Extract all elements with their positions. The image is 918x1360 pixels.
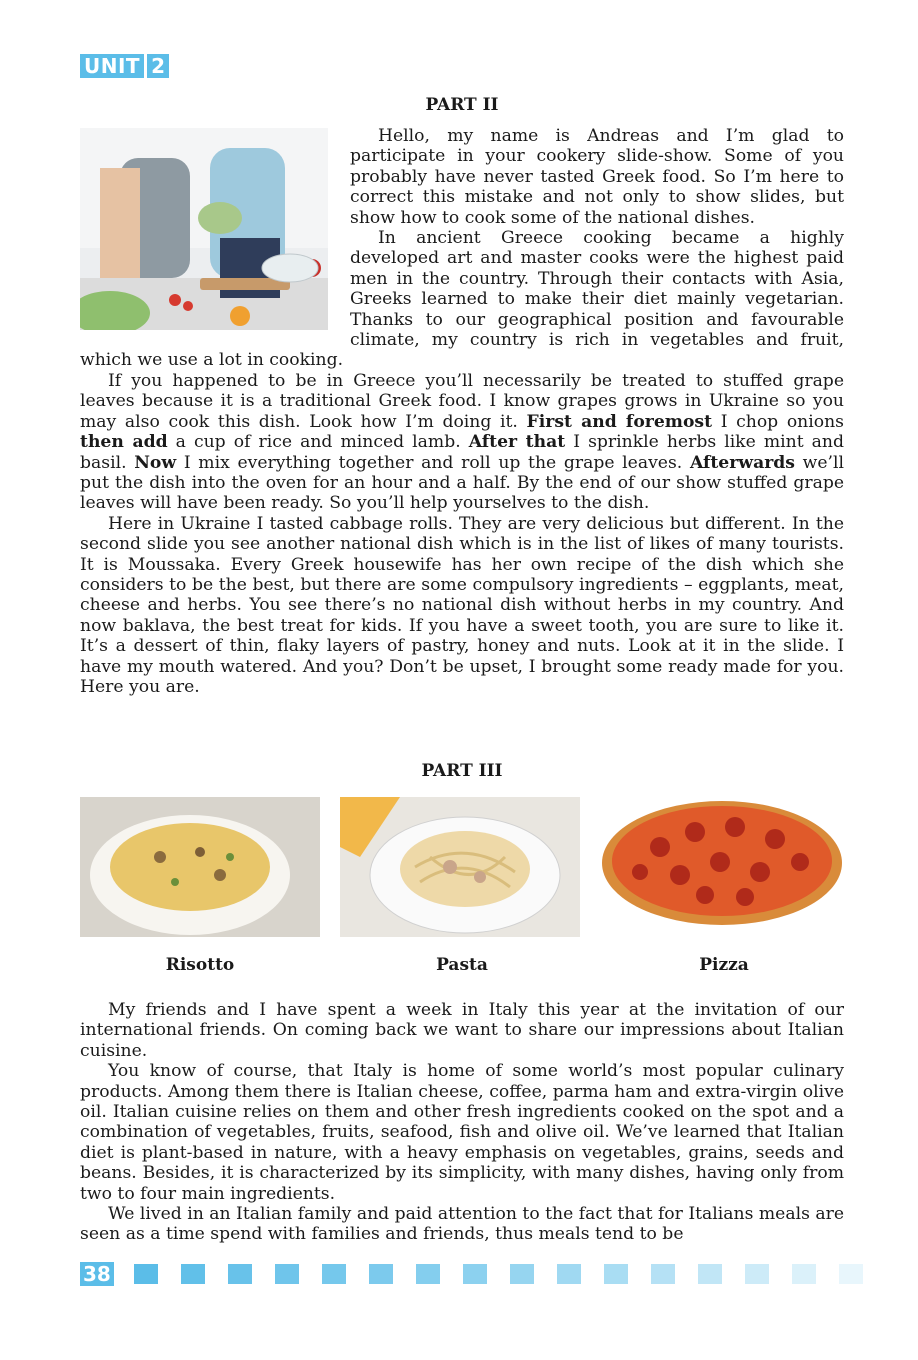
caption-pizza: Pizza [699, 955, 749, 975]
footer-square [792, 1264, 816, 1284]
footer-square [604, 1264, 628, 1284]
footer-square [651, 1264, 675, 1284]
footer-square [369, 1264, 393, 1284]
part-3-paragraph-1: My friends and I have spent a week in Italy this year at the invitation of our international friends. On coming back we want to share our impressions about Italian cuisine. [80, 1000, 844, 1061]
footer-square [275, 1264, 299, 1284]
unit-number: 2 [147, 54, 169, 78]
pizza-photo [600, 797, 844, 937]
unit-label: UNIT [80, 54, 144, 78]
part-2-paragraph-4: Here in Ukraine I tasted cabbage rolls. They are very delicious but different. In the second slide you see another national dish which is in the list of likes of many tourists. It is Moussaka. Every Greek housewife has her own recipe of the dish which she considers to be the best, but there are some compulsory ingredients – eggplants, meat, cheese and herbs. You see there’s no national dish without herbs in my country. And now baklava, the best treat for kids. If you have a sweet tooth, you are sure to like it. It’s a dessert of thin, flaky layers of pastry, honey and nuts. Look at it in the slide. I have my mouth watered. And you? Don’t be upset, I brought some ready made for you. Here you are. [80, 513, 844, 697]
footer-square [557, 1264, 581, 1284]
part-2-heading: PART II [425, 95, 499, 115]
caption-risotto: Risotto [165, 955, 235, 975]
part-2-paragraph-3: If you happened to be in Greece you’ll necessarily be treated to stuffed grape leaves because it is a traditional Greek food. I know grapes grows in Ukraine so you may also cook this dish. Look how I’m doing it. First and foremost I chop onions then add a cup of rice and minced lamb. After that I sprinkle herbs like mint and basil. Now I mix everything together and roll up the grape leaves. Afterwards we’ll put the dish into the oven for an hour and a half. By the end of our show stuffed grape leaves will have been ready. So you’ll help yourselves to the dish. [80, 370, 844, 514]
risotto-image [80, 797, 320, 937]
part-2-paragraph-1: Hello, my name is Andreas and I’m glad to participate in your cookery slide-show. Some of you probably have never tasted Greek food. So I’m here to correct this mistake and not only to show slides, but show how to cook some of the national dishes. [350, 126, 844, 228]
footer-square [416, 1264, 440, 1284]
footer-square [322, 1264, 346, 1284]
pasta-image [340, 797, 580, 937]
risotto-photo [80, 797, 320, 937]
page-number: 38 [80, 1262, 114, 1286]
footer-square [181, 1264, 205, 1284]
part-3-paragraph-2: You know of course, that Italy is home of some world’s most popular culinary products. Among them there is Italian cheese, coffee, parma ham and extra-virgin olive oil. Italian cuisine relies on them and other fresh ingredients cooked on the spot and a combination of vegetables, fruits, seafood, fish and olive oil. We’ve learned that Italian diet is plant-based in nature, with a heavy emphasis on vegetables, grains, seeds and beans. Besides, it is characterized by its simplicity, with many dishes, having only from two to four main ingredients. [80, 1061, 844, 1204]
part-3-text [80, 1000, 844, 1245]
footer-square [698, 1264, 722, 1284]
footer-square [134, 1264, 158, 1284]
part-2-text [80, 126, 844, 697]
footer-square [228, 1264, 252, 1284]
footer-square [510, 1264, 534, 1284]
caption-pasta: Pasta [436, 955, 488, 975]
footer-square [745, 1264, 769, 1284]
part-3-heading: PART III [421, 761, 503, 781]
cooking-couple-image [80, 128, 328, 330]
part-3-paragraph-3: We lived in an Italian family and paid attention to the fact that for Italians meals are seen as a time spend with families and friends, thus meals tend to be [80, 1204, 845, 1245]
cooking-couple-photo [80, 128, 328, 330]
footer-square [839, 1264, 863, 1284]
unit-badge [80, 54, 169, 78]
part-2-paragraph-2: In ancient Greece cooking became a highly developed art and master cooks were the highest paid men in the country. Through their contacts with Asia, Greeks learned to make their diet mainly vegetarian. Thanks to our geographical position and favourable climate, my country is rich in vegetables and fruit, which we use a lot in cooking. [80, 228, 844, 371]
footer-square [463, 1264, 487, 1284]
pasta-photo [340, 797, 580, 937]
page-footer [80, 1262, 886, 1286]
pizza-image [600, 797, 844, 937]
